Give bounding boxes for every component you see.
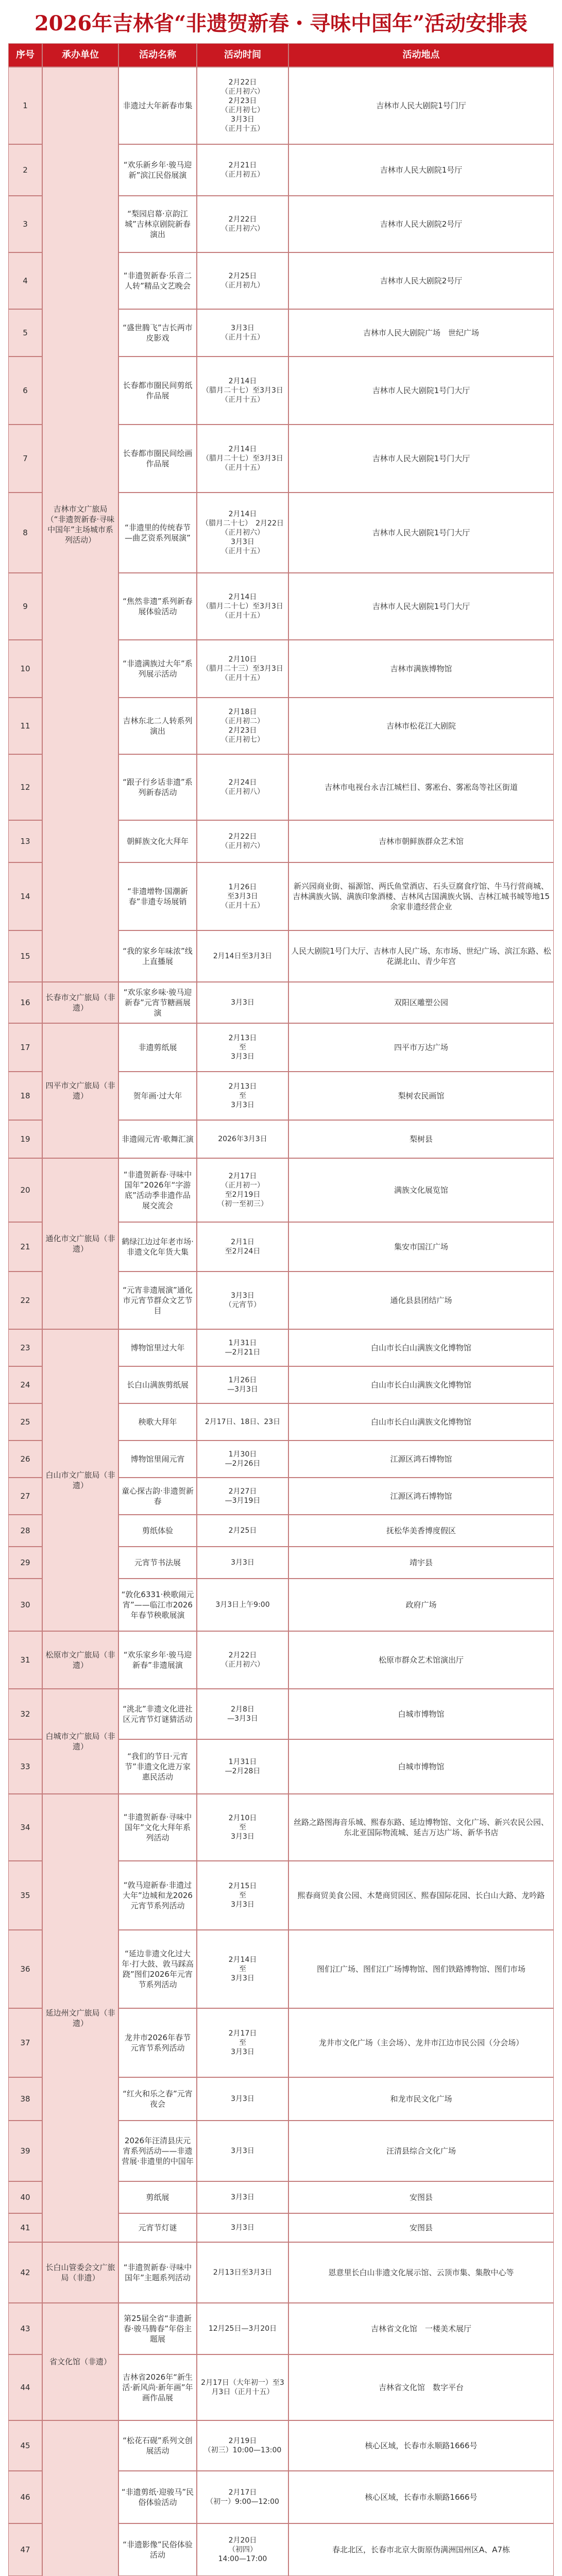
seq-cell: 28 [8, 1515, 42, 1547]
activity-name-cell: “敦马迎新春·非遗过大年”边城和龙2026元宵节系列活动 [118, 1861, 197, 1930]
seq-cell: 45 [8, 2420, 42, 2471]
seq-cell: 34 [8, 1794, 42, 1861]
seq-cell: 21 [8, 1222, 42, 1272]
seq-cell: 17 [8, 1023, 42, 1072]
activity-place-cell: 吉林市人民大剧院1号门大厅 [288, 493, 554, 573]
seq-cell: 24 [8, 1366, 42, 1403]
seq-cell: 15 [8, 930, 42, 982]
activity-time-cell: 2月14日 （腊月二十七） 2月22日 （正月初六） 3月3日 （正月十五） [197, 493, 288, 573]
activity-place-cell: 新兴园商业街、福源馆、两氏鱼堂酒店、石头豆腐食疗馆、牛马行营商城、吉林满族火锅、满族印象酒楼、吉林风古国满族火锅、吉林江城书城等地15余家非遗经营企业 [288, 862, 554, 930]
organizer-cell: 松原市文广旅局（非遗） [42, 1631, 118, 1689]
activity-place-cell: 安图县 [288, 2213, 554, 2242]
activity-place-cell: 吉林市人民大剧院2号厅 [288, 196, 554, 252]
activity-name-cell: “非遗贺新春·寻味中国年”主题系列活动 [118, 2242, 197, 2303]
activity-name-cell: “非遗贺新春·寻味中国年”文化大拜年系列活动 [118, 1794, 197, 1861]
activity-time-cell: 3月3日 （元宵节） [197, 1272, 288, 1329]
organizer-cell: 四平市文广旅局（非遗） [42, 1023, 118, 1158]
activity-place-cell: 吉林市满族博物馆 [288, 640, 554, 698]
seq-cell: 37 [8, 2008, 42, 2077]
seq-cell: 41 [8, 2213, 42, 2242]
activity-place-cell: 白山市长白山满族文化博物馆 [288, 1403, 554, 1440]
activity-name-cell: “我的家乡年味浓”线上直播展 [118, 930, 197, 982]
activity-name-cell: 元宵节灯谜 [118, 2213, 197, 2242]
seq-cell: 31 [8, 1631, 42, 1689]
seq-cell: 11 [8, 698, 42, 754]
seq-cell: 47 [8, 2523, 42, 2576]
activity-name-cell: 鹤绿江边过年老市场·非遗文化年货大集 [118, 1222, 197, 1272]
seq-cell: 23 [8, 1329, 42, 1366]
activity-time-cell: 2月1日 至2月24日 [197, 1222, 288, 1272]
activity-name-cell: 贺年画·过大年 [118, 1072, 197, 1120]
activity-time-cell: 2月13日 至 3月3日 [197, 1023, 288, 1072]
seq-cell: 33 [8, 1739, 42, 1794]
activity-time-cell: 1月30日 —2月26日 [197, 1440, 288, 1478]
activity-place-cell: 吉林市人民大剧院1号厅 [288, 144, 554, 196]
seq-cell: 1 [8, 67, 42, 144]
activity-name-cell: “欢乐新乡年·骏马迎新”滨江民俗展演 [118, 144, 197, 196]
seq-cell: 7 [8, 425, 42, 493]
seq-cell: 36 [8, 1930, 42, 2008]
activity-time-cell: 2月21日 （正月初五） [197, 144, 288, 196]
header-activity-place-cell: 活动地点 [288, 43, 554, 67]
activity-time-cell: 2月27日 —3月19日 [197, 1478, 288, 1515]
activity-time-cell: 2月25日 （正月初九） [197, 252, 288, 309]
activity-time-cell: 2月14日至3月3日 [197, 930, 288, 982]
activity-time-cell: 2月19日 （初三）10:00—13:00 [197, 2420, 288, 2471]
organizer-cell: 吉林市文广旅局（“非遗贺新春·寻味中国年”主场城市系列活动） [42, 67, 118, 982]
seq-cell: 22 [8, 1272, 42, 1329]
activity-time-cell: 2月22日 （正月初六） [197, 1631, 288, 1689]
activity-time-cell: 2月22日 （正月初六） 2月23日 （正月初七） 3月3日 （正月十五） [197, 67, 288, 144]
seq-cell: 39 [8, 2121, 42, 2181]
activity-name-cell: 长春都市圈民间绘画作品展 [118, 425, 197, 493]
activity-time-cell: 3月3日上午9:00 [197, 1579, 288, 1631]
seq-cell: 20 [8, 1158, 42, 1222]
activity-time-cell: 1月31日 —2月21日 [197, 1329, 288, 1366]
activity-place-cell: 龙井市文化广场（主会场）、龙井市江边市民公园（分会场） [288, 2008, 554, 2077]
activity-place-cell: 梨树县 [288, 1120, 554, 1158]
seq-cell: 19 [8, 1120, 42, 1158]
activity-name-cell: “欢乐家乡味·骏马迎新春”元宵节糖画展演 [118, 982, 197, 1023]
seq-cell: 8 [8, 493, 42, 573]
activity-place-cell: 丝路之路图海音乐城、熙春东路、延边博物馆、文化广场、新兴农民公园、东北亚国际物流城、延吉万达广场、新华书店 [288, 1794, 554, 1861]
activity-time-cell: 3月3日 [197, 982, 288, 1023]
activity-place-cell: 吉林市人民大剧院1号门厅 [288, 67, 554, 144]
activity-name-cell: “元宵非遗展演”通化市元宵节群众文艺节目 [118, 1272, 197, 1329]
activity-time-cell: 3月3日 [197, 2181, 288, 2213]
activity-name-cell: “梨园启幕·京韵江城”吉林京剧院新春演出 [118, 196, 197, 252]
activity-time-cell: 2月10日 至 3月3日 [197, 1794, 288, 1861]
activity-time-cell: 2月17日（大年初一）至3月3日（正月十五） [197, 2354, 288, 2420]
seq-cell: 13 [8, 820, 42, 862]
organizer-cell: 省文化馆（非遗） [42, 2303, 118, 2420]
activity-place-cell: 梨树农民画馆 [288, 1072, 554, 1120]
organizer-cell: 通化市文广旅局（非遗） [42, 1158, 118, 1329]
activity-time-cell: 3月3日 [197, 2077, 288, 2121]
activity-name-cell: 吉林东北二人转系列演出 [118, 698, 197, 754]
activity-place-cell: 白山市长白山满族文化博物馆 [288, 1329, 554, 1366]
activity-place-cell: 吉林市人民大剧院1号门大厅 [288, 357, 554, 425]
activity-time-cell: 2月15日 至 3月3日 [197, 1861, 288, 1930]
activity-time-cell: 12月25日—3月20日 [197, 2303, 288, 2354]
activity-place-cell: 吉林市人民大剧院1号门大厅 [288, 425, 554, 493]
activity-place-cell: 图们江广场、图们江广场博物馆、图们铁路博物馆、图们市场 [288, 1930, 554, 2008]
activity-time-cell: 2月18日 （正月初二） 2月23日 （正月初七） [197, 698, 288, 754]
activity-place-cell: 政府广场 [288, 1579, 554, 1631]
seq-cell: 42 [8, 2242, 42, 2303]
activity-time-cell: 2月13日 至 3月3日 [197, 1072, 288, 1120]
seq-cell: 26 [8, 1440, 42, 1478]
seq-cell: 32 [8, 1689, 42, 1739]
activity-time-cell: 1月26日 —3月3日 [197, 1366, 288, 1403]
organizer-cell: 延边州文广旅局（非遗） [42, 1794, 118, 2242]
activity-name-cell: 长春都市圈民间剪纸作品展 [118, 357, 197, 425]
activity-name-cell: “非遗影像”民俗体验活动 [118, 2523, 197, 2576]
activity-time-cell: 2026年3月3日 [197, 1120, 288, 1158]
activity-place-cell: 吉林市电视台永吉江城栏目、雾凇台、雾凇岛等社区街道 [288, 754, 554, 820]
activity-name-cell: “非遗满族过大年”系列展示活动 [118, 640, 197, 698]
activity-time-cell: 2月14日 （腊月二十七）至3月3日 （正月十五） [197, 425, 288, 493]
activity-place-cell: 白城市博物馆 [288, 1689, 554, 1739]
activity-place-cell: 和龙市民文化广场 [288, 2077, 554, 2121]
activity-name-cell: “欢乐家乡年·骏马迎新春”非遗展演 [118, 1631, 197, 1689]
activity-name-cell: 非遗过大年新春市集 [118, 67, 197, 144]
seq-cell: 2 [8, 144, 42, 196]
header-seq-cell: 序号 [8, 43, 42, 67]
page-title: 2026年吉林省“非遗贺新春・寻味中国年”活动安排表 [34, 11, 528, 36]
activity-time-cell: 2月22日 （正月初六） [197, 196, 288, 252]
activity-place-cell: 四平市万达广场 [288, 1023, 554, 1072]
activity-place-cell: 吉林市人民大剧院2号厅 [288, 252, 554, 309]
activity-place-cell: 集安市国江广场 [288, 1222, 554, 1272]
activity-name-cell: 第25届全省“非遗新春·骏马腾春”年俗主题展 [118, 2303, 197, 2354]
seq-cell: 40 [8, 2181, 42, 2213]
seq-cell: 35 [8, 1861, 42, 1930]
activity-name-cell: “非遗剪纸·迎骏马”民俗体验活动 [118, 2471, 197, 2523]
seq-cell: 18 [8, 1072, 42, 1120]
activity-name-cell: 非遗剪纸展 [118, 1023, 197, 1072]
activity-name-cell: “非遗贺新春·乐音二人转”精品文艺晚会 [118, 252, 197, 309]
seq-cell: 29 [8, 1547, 42, 1579]
organizer-cell [42, 2420, 118, 2576]
activity-time-cell: 2月17日 （初一）9:00—12:00 [197, 2471, 288, 2523]
activity-name-cell: “我们的节日·元宵节”非遗文化进万家惠民活动 [118, 1739, 197, 1794]
activity-name-cell: 2026年汪清县庆元宵系列活动——非遗营展·非遗里的中国年 [118, 2121, 197, 2181]
seq-cell: 14 [8, 862, 42, 930]
activity-place-cell: 江源区鸿石博物馆 [288, 1440, 554, 1478]
activity-name-cell: 博物馆里过大年 [118, 1329, 197, 1366]
activity-place-cell: 吉林市人民大剧院1号门大厅 [288, 573, 554, 640]
activity-place-cell: 吉林省文化馆 一楼美术展厅 [288, 2303, 554, 2354]
organizer-cell: 长春市文广旅局（非遗） [42, 982, 118, 1023]
activity-name-cell: “盛世腾飞”吉长两市皮影戏 [118, 309, 197, 357]
seq-cell: 16 [8, 982, 42, 1023]
seq-cell: 25 [8, 1403, 42, 1440]
activity-time-cell: 2月17日 至 3月3日 [197, 2008, 288, 2077]
activity-time-cell: 2月17日 （正月初一） 至2月19日 （初一至初三） [197, 1158, 288, 1222]
activity-place-cell: 汪清县综合文化广场 [288, 2121, 554, 2181]
activity-place-cell: 抚松华美香博度假区 [288, 1515, 554, 1547]
activity-place-cell: 恩意里长白山非遗文化展示馆、云顶市集、集散中心等 [288, 2242, 554, 2303]
activity-name-cell: “红火和乐之春”元宵夜会 [118, 2077, 197, 2121]
activity-time-cell: 2月25日 [197, 1515, 288, 1547]
activity-name-cell: “非遗里的传统春节—曲艺资系列展演” [118, 493, 197, 573]
activity-time-cell: 2月20日 （初四） 14:00—17:00 [197, 2523, 288, 2576]
seq-cell: 27 [8, 1478, 42, 1515]
activity-time-cell: 1月31日 —2月28日 [197, 1739, 288, 1794]
activity-name-cell: “敦化6331·秧歌闹元宵”——临江市2026年春节秧歌展演 [118, 1579, 197, 1631]
seq-cell: 44 [8, 2354, 42, 2420]
organizer-cell: 白山市文广旅局（非遗） [42, 1329, 118, 1631]
seq-cell: 3 [8, 196, 42, 252]
activity-time-cell: 2月14日 至 3月3日 [197, 1930, 288, 2008]
activity-name-cell: 剪纸体验 [118, 1515, 197, 1547]
activity-place-cell: 人民大剧院1号门大厅、吉林市人民广场、东市场、世纪广场、滨江东路、松花湖北山、青少年宫 [288, 930, 554, 982]
activity-place-cell: 双阳区雕塑公园 [288, 982, 554, 1023]
activity-name-cell: “延边非遗文化过大年·打大鼓、敦马踩高跷”图们2026年元宵节系列活动 [118, 1930, 197, 2008]
activity-name-cell: “松花石砚”系列文创展活动 [118, 2420, 197, 2471]
activity-place-cell: 吉林市朝鲜族群众艺术馆 [288, 820, 554, 862]
activity-place-cell: 江源区鸿石博物馆 [288, 1478, 554, 1515]
activity-name-cell: “非遗贺新春·寻味中国年”2026年“字游底”活动季非遗作品展交流会 [118, 1158, 197, 1222]
activity-name-cell: 吉林省2026年“新生活·新风尚·新年画”年画作品展 [118, 2354, 197, 2420]
seq-cell: 43 [8, 2303, 42, 2354]
activity-time-cell: 3月3日 [197, 1547, 288, 1579]
activity-place-cell: 松原市群众艺术馆演出厅 [288, 1631, 554, 1689]
activity-time-cell: 3月3日 [197, 2121, 288, 2181]
activity-place-cell: 安图县 [288, 2181, 554, 2213]
activity-time-cell: 2月22日 （正月初六） [197, 820, 288, 862]
activity-place-cell: 吉林市人民大剧院广场 世纪广场 [288, 309, 554, 357]
activity-name-cell: 博物馆里闹元宵 [118, 1440, 197, 1478]
activity-name-cell: “跟子行乡话非遗”系列新春活动 [118, 754, 197, 820]
activity-time-cell: 2月14日 （腊月二十七）至3月3日 （正月十五） [197, 573, 288, 640]
activity-name-cell: 童心探古韵·非遗贺新春 [118, 1478, 197, 1515]
activity-name-cell: 龙井市2026年春节元宵节系列活动 [118, 2008, 197, 2077]
activity-time-cell: 1月26日 至3月3日 （正月十五） [197, 862, 288, 930]
seq-cell: 6 [8, 357, 42, 425]
activity-place-cell: 吉林市松花江大剧院 [288, 698, 554, 754]
activity-name-cell: “焦然非遗”系列新春展体验活动 [118, 573, 197, 640]
activity-time-cell: 2月10日 （腊月二十三）至3月3日 （正月十五） [197, 640, 288, 698]
activity-name-cell: 剪纸展 [118, 2181, 197, 2213]
activity-place-cell: 白山市长白山满族文化博物馆 [288, 1366, 554, 1403]
seq-cell: 5 [8, 309, 42, 357]
activity-place-cell: 靖宇县 [288, 1547, 554, 1579]
seq-cell: 9 [8, 573, 42, 640]
activity-name-cell: 长白山满族剪纸展 [118, 1366, 197, 1403]
activity-time-cell: 3月3日 [197, 2213, 288, 2242]
header-activity-name-cell: 活动名称 [118, 43, 197, 67]
seq-cell: 46 [8, 2471, 42, 2523]
activity-place-cell: 吉林省文化馆 数字平台 [288, 2354, 554, 2420]
activity-time-cell: 2月13日至3月3日 [197, 2242, 288, 2303]
header-organizer-cell: 承办单位 [42, 43, 118, 67]
organizer-cell: 白城市文广旅局（非遗） [42, 1689, 118, 1794]
activity-time-cell: 2月24日 （正月初八） [197, 754, 288, 820]
header-activity-time-cell: 活动时间 [197, 43, 288, 67]
activity-time-cell: 2月8日 —3月3日 [197, 1689, 288, 1739]
activity-time-cell: 2月17日、18日、23日 [197, 1403, 288, 1440]
activity-name-cell: 朝鲜族文化大拜年 [118, 820, 197, 862]
activity-place-cell: 核心区域，长春市永顺路1666号 [288, 2420, 554, 2471]
activity-place-cell: 春北北区，长春市北京大街原伪满洲国州区A、A7栋 [288, 2523, 554, 2576]
seq-cell: 12 [8, 754, 42, 820]
activity-name-cell: “非遗增物·国潮新春”非遗专场展销 [118, 862, 197, 930]
activity-place-cell: 核心区域，长春市永顺路1666号 [288, 2471, 554, 2523]
seq-cell: 4 [8, 252, 42, 309]
activity-place-cell: 白城市博物馆 [288, 1739, 554, 1794]
activity-name-cell: 非遗闹元宵·歌舞汇演 [118, 1120, 197, 1158]
seq-cell: 38 [8, 2077, 42, 2121]
organizer-cell: 长白山管委会文广旅局（非遗） [42, 2242, 118, 2303]
activity-place-cell: 通化县县团结广场 [288, 1272, 554, 1329]
activity-place-cell: 满族文化展览馆 [288, 1158, 554, 1222]
seq-cell: 10 [8, 640, 42, 698]
activity-time-cell: 2月14日 （腊月二十七）至3月3日 （正月十五） [197, 357, 288, 425]
activity-place-cell: 熙春商贸美食公园、木楚商贸园区、熙春国际花园、长白山大路、龙吟路 [288, 1861, 554, 1930]
seq-cell: 30 [8, 1579, 42, 1631]
activity-time-cell: 3月3日 （正月十五） [197, 309, 288, 357]
activity-name-cell: 元宵节书法展 [118, 1547, 197, 1579]
activity-name-cell: 秧歌大拜年 [118, 1403, 197, 1440]
activity-name-cell: “洮北”非遗文化进社区元宵节灯谜猜活动 [118, 1689, 197, 1739]
